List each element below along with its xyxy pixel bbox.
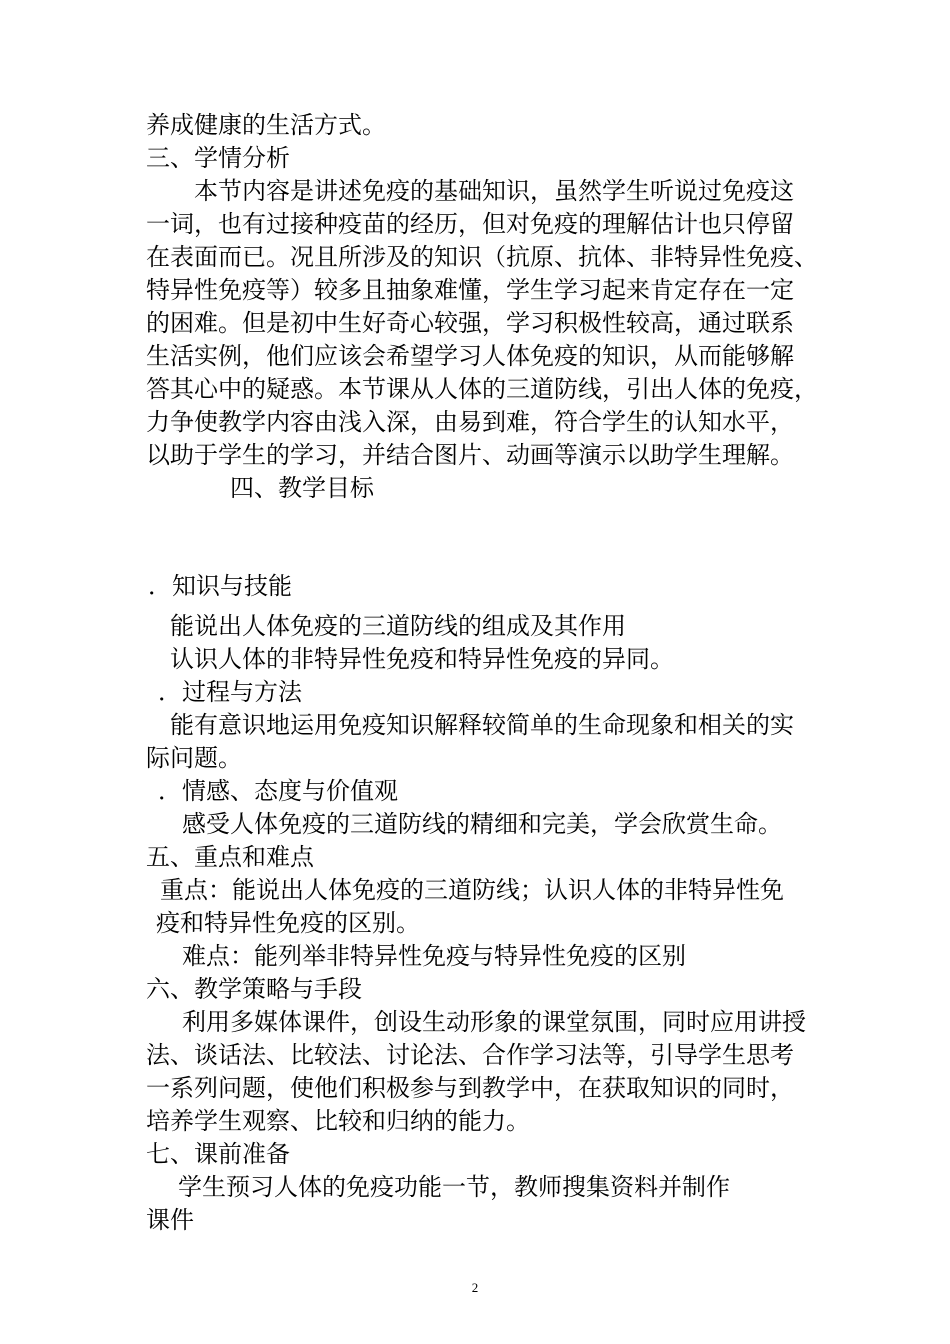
text-line: 利用多媒体课件，创设生动形象的课堂氛围，同时应用讲授 xyxy=(182,1008,806,1036)
text-line: 培养学生观察、比较和归纳的能力。 xyxy=(146,1107,530,1135)
page-number: 2 xyxy=(471,1280,479,1295)
text-line: 学生预习人体的免疫功能一节，教师搜集资料并制作 xyxy=(178,1173,730,1201)
text-line: 的困难。但是初中生好奇心较强，学习积极性较高，通过联系 xyxy=(146,309,794,337)
text-line: 感受人体免疫的三道防线的精细和完美，学会欣赏生命。 xyxy=(182,810,782,838)
text-line: 力争使教学内容由浅入深，由易到难，符合学生的认知水平， xyxy=(146,408,794,436)
section-heading: 三、学情分析 xyxy=(146,144,290,172)
text-line: 能说出人体免疫的三道防线的组成及其作用 xyxy=(170,612,626,640)
section-heading: 五、重点和难点 xyxy=(146,843,314,871)
text-line: 一词，也有过接种疫苗的经历，但对免疫的理解估计也只停留 xyxy=(146,210,794,238)
text-line: 难点：能列举非特异性免疫与特异性免疫的区别 xyxy=(182,942,686,970)
text-line: 疫和特异性免疫的区别。 xyxy=(156,909,420,937)
text-line: 际问题。 xyxy=(146,744,242,772)
subsection-heading: ．情感、态度与价值观 xyxy=(158,777,398,805)
text-line: 特异性免疫等）较多且抽象难懂，学生学习起来肯定存在一定 xyxy=(146,276,794,304)
text-line: 能有意识地运用免疫知识解释较简单的生命现象和相关的实 xyxy=(170,711,794,739)
subsection-heading: ．知识与技能 xyxy=(148,572,292,600)
text-line: 课件 xyxy=(146,1206,194,1234)
text-line: 本节内容是讲述免疫的基础知识，虽然学生听说过免疫这 xyxy=(194,177,794,205)
section-heading: 六、教学策略与手段 xyxy=(146,975,362,1003)
text-line: 认识人体的非特异性免疫和特异性免疫的异同。 xyxy=(170,645,674,673)
section-heading: 四、教学目标 xyxy=(230,474,374,502)
subsection-heading: ．过程与方法 xyxy=(158,678,302,706)
text-line: 一系列问题，使他们积极参与到教学中，在获取知识的同时， xyxy=(146,1074,794,1102)
text-line: 重点：能说出人体免疫的三道防线；认识人体的非特异性免 xyxy=(160,876,784,904)
text-line: 答其心中的疑惑。本节课从人体的三道防线，引出人体的免疫， xyxy=(146,375,818,403)
text-line: 在表面而已。况且所涉及的知识（抗原、抗体、非特异性免疫、 xyxy=(146,243,818,271)
section-heading: 七、课前准备 xyxy=(146,1140,290,1168)
text-line: 以助于学生的学习，并结合图片、动画等演示以助学生理解。 xyxy=(146,441,794,469)
text-line: 养成健康的生活方式。 xyxy=(146,111,386,139)
text-line: 法、谈话法、比较法、讨论法、合作学习法等，引导学生思考 xyxy=(146,1041,794,1069)
text-line: 生活实例，他们应该会希望学习人体免疫的知识，从而能够解 xyxy=(146,342,794,370)
